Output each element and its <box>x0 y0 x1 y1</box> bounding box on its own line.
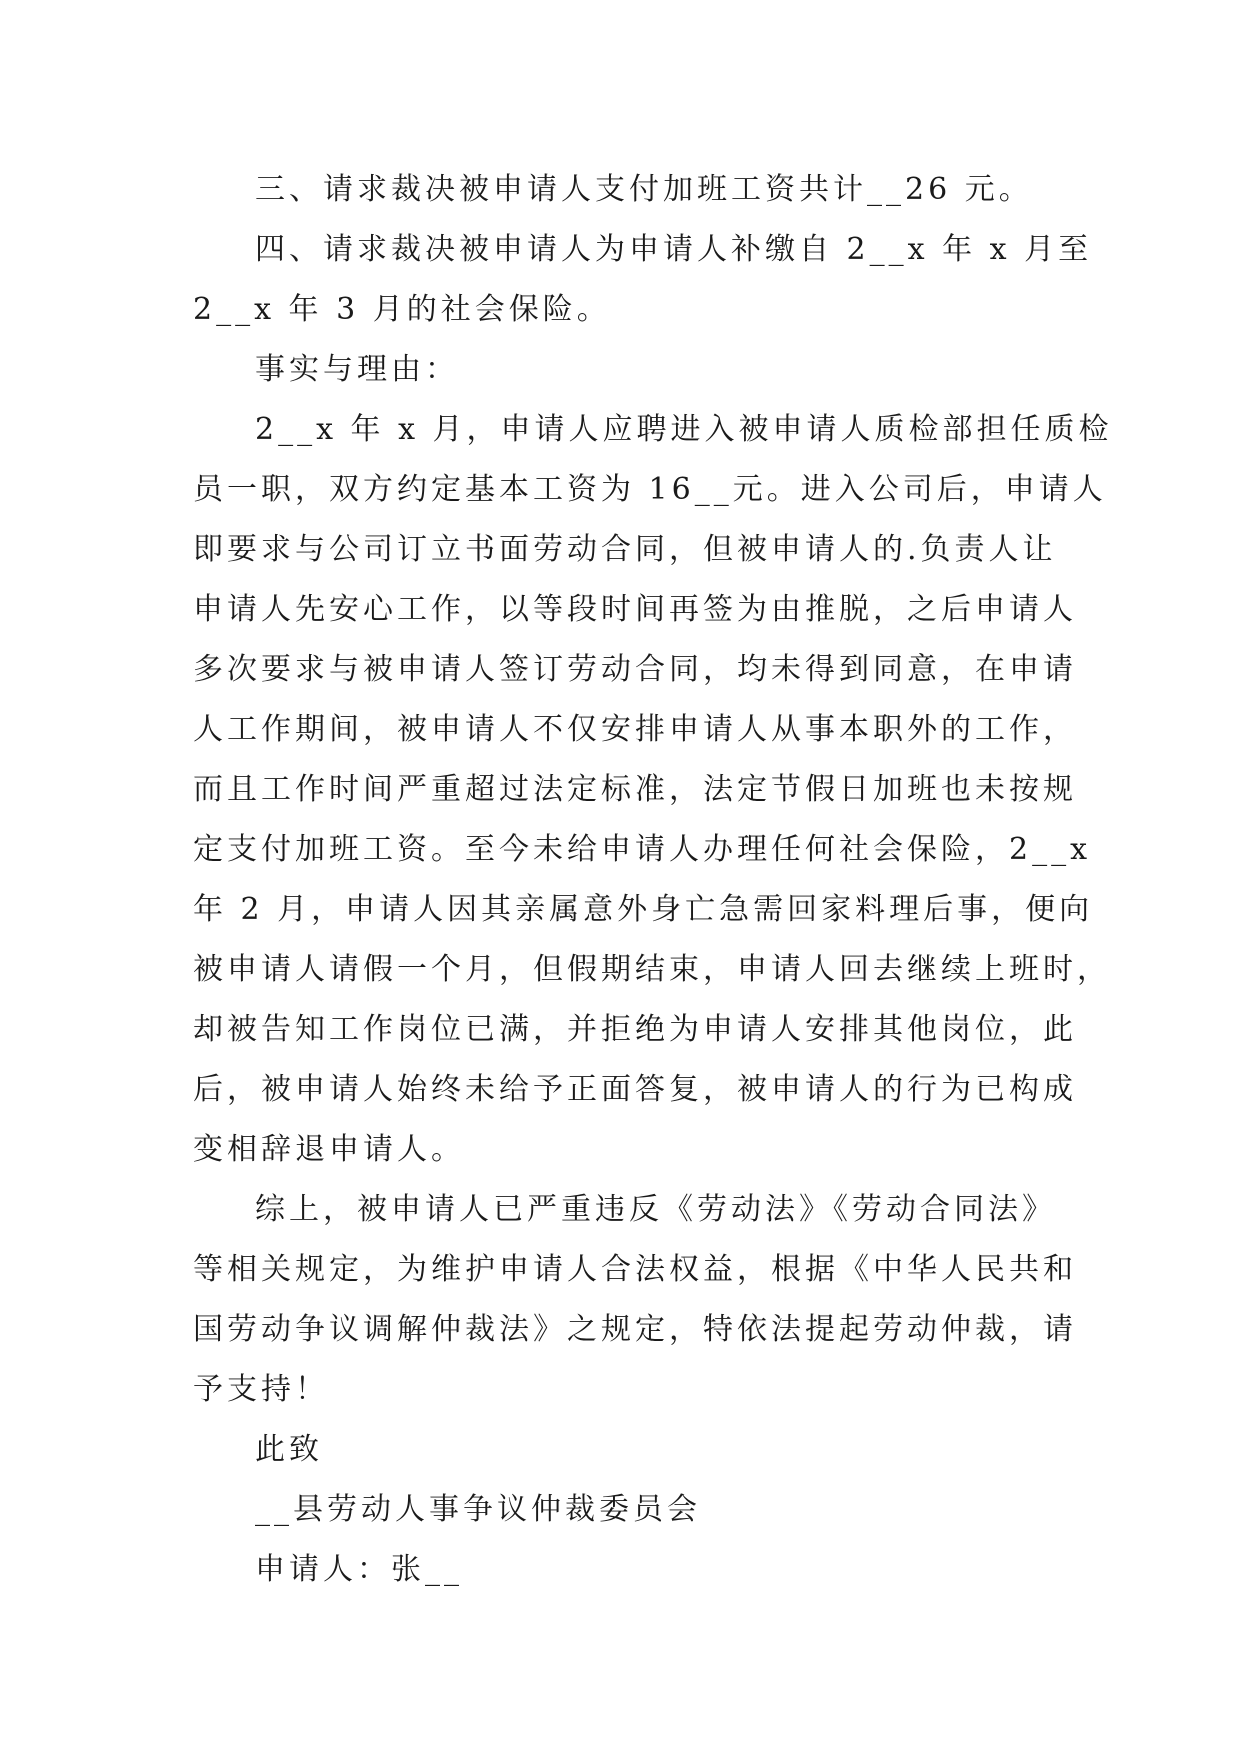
facts-line-7: 而且工作时间严重超过法定标准，法定节假日加班也未按规 <box>193 772 1077 807</box>
facts-line-9: 年 2 月，申请人因其亲属意外身亡急需回家料理后事，便向 <box>193 892 1094 927</box>
facts-line-4: 申请人先安心工作，以等段时间再签为由推脱，之后申请人 <box>193 592 1077 627</box>
facts-line-5: 多次要求与被申请人签订劳动合同，均未得到同意，在申请 <box>193 652 1077 687</box>
document-page <box>193 160 1113 1600</box>
salutation: 此致 <box>255 1432 323 1467</box>
claim-four-line-2: 2__x 年 3 月的社会保险。 <box>193 292 611 327</box>
claim-four-line-1: 四、请求裁决被申请人为申请人补缴自 2__x 年 x 月至 <box>255 232 1093 267</box>
facts-line-10: 被申请人请假一个月，但假期结束，申请人回去继续上班时， <box>193 952 1111 987</box>
facts-heading: 事实与理由： <box>255 352 459 387</box>
applicant-signature: 申请人：张__ <box>255 1552 463 1587</box>
facts-line-13: 变相辞退申请人。 <box>193 1132 465 1167</box>
conclusion-line-3: 国劳动争议调解仲裁法》之规定，特依法提起劳动仲裁，请 <box>193 1312 1077 1347</box>
facts-line-11: 却被告知工作岗位已满，并拒绝为申请人安排其他岗位，此 <box>193 1012 1077 1047</box>
facts-line-1: 2__x 年 x 月，申请人应聘进入被申请人质检部担任质检 <box>255 412 1113 447</box>
conclusion-line-4: 予支持！ <box>193 1372 329 1407</box>
facts-line-3: 即要求与公司订立书面劳动合同，但被申请人的.负责人让 <box>193 532 1057 567</box>
facts-line-8: 定支付加班工资。至今未给申请人办理任何社会保险，2__x <box>193 832 1092 867</box>
facts-line-12: 后，被申请人始终未给予正面答复，被申请人的行为已构成 <box>193 1072 1077 1107</box>
recipient: __县劳动人事争议仲裁委员会 <box>255 1492 701 1527</box>
conclusion-line-1: 综上，被申请人已严重违反《劳动法》《劳动合同法》 <box>255 1192 1056 1227</box>
facts-line-6: 人工作期间，被申请人不仅安排申请人从事本职外的工作， <box>193 712 1077 747</box>
claim-three: 三、请求裁决被申请人支付加班工资共计__26 元。 <box>255 172 1033 207</box>
conclusion-line-2: 等相关规定，为维护申请人合法权益，根据《中华人民共和 <box>193 1252 1077 1287</box>
facts-line-2: 员一职，双方约定基本工资为 16__元。进入公司后，申请人 <box>193 472 1107 507</box>
